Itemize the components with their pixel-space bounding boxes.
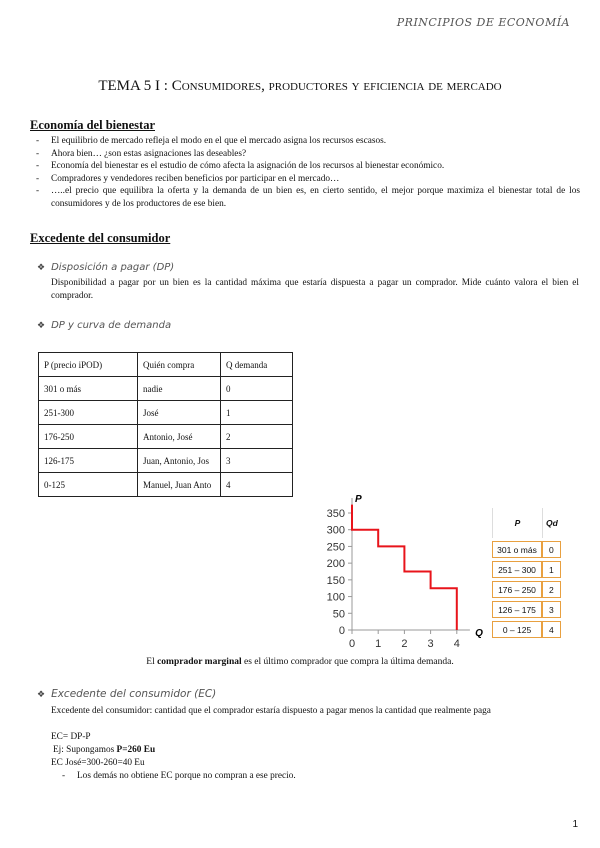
running-header: PRINCIPIOS DE ECONOMÍA <box>396 16 570 29</box>
table-header: Quién compra <box>138 353 221 377</box>
demand-schedule-table <box>492 505 561 641</box>
y-axis-label: P <box>355 494 362 505</box>
bullet-curve <box>37 320 171 331</box>
table-row <box>492 601 561 618</box>
bienestar-list <box>36 135 580 211</box>
y-tick-label: 350 <box>326 508 345 520</box>
x-tick-label: 0 <box>348 638 356 650</box>
y-tick-label: 0 <box>338 625 345 637</box>
example-line <box>53 744 581 757</box>
dp-table <box>38 352 293 497</box>
caption-bold: comprador marginal <box>157 657 242 667</box>
table-cell: 3 <box>221 449 293 473</box>
table-cell: Manuel, Juan Anto <box>138 473 221 497</box>
section-heading-bienestar: Economía del bienestar <box>30 118 155 132</box>
table-row <box>492 621 561 638</box>
bullet-label: Excedente del consumidor (EC) <box>51 688 217 700</box>
table-cell: 251 – 300 <box>492 561 542 578</box>
y-tick-label: 100 <box>326 591 345 604</box>
ec-paragraph: Excedente del consumidor: cantidad que el comprador estaría dispuesto a pagar menos la cantidad que realmente paga <box>51 706 491 716</box>
list-item: - Los demás no obtiene EC porque no compran a ese precio. <box>62 770 562 783</box>
y-tick-label: 200 <box>326 558 345 571</box>
table-header: Qd <box>542 508 561 538</box>
table-cell: 301 o más <box>492 541 542 558</box>
diamond-bullet-icon: ❖ <box>37 263 46 273</box>
demand-step-chart <box>300 490 490 650</box>
table-cell: nadie <box>138 377 221 401</box>
caption-marginal <box>0 657 600 667</box>
table-cell: 1 <box>542 561 561 578</box>
table-cell: 2 <box>542 581 561 598</box>
table-header: Q demanda <box>221 353 293 377</box>
table-cell: 0-125 <box>39 473 138 497</box>
table-row <box>39 425 293 449</box>
table-cell: 251-300 <box>39 401 138 425</box>
caption-text: El <box>146 657 158 667</box>
table-cell: 301 o más <box>39 377 138 401</box>
y-tick-label: 250 <box>326 541 345 554</box>
ec-jose: EC José=300-260=40 Eu <box>51 758 145 768</box>
table-cell: 4 <box>542 621 561 638</box>
table-cell: 126 – 175 <box>492 601 542 618</box>
table-cell: 0 <box>221 377 293 401</box>
table-header: P (precio iPOD) <box>39 353 138 377</box>
table-row <box>492 581 561 598</box>
diamond-bullet-icon: ❖ <box>37 690 46 700</box>
x-tick-label: 2 <box>401 638 408 650</box>
list-item: - Ahora bien… ¿son estas asignaciones las deseables? <box>36 148 580 161</box>
bullet-dp <box>37 262 174 273</box>
list-item: - Compradores y vendedores reciben beneficios por participar en el mercado… <box>36 173 580 186</box>
table-cell: Juan, Antonio, Jos <box>138 449 221 473</box>
x-tick-label: 4 <box>453 638 460 650</box>
example-bold: P=260 Eu <box>116 745 156 755</box>
table-row <box>492 541 561 558</box>
diamond-bullet-icon: ❖ <box>37 321 46 331</box>
x-tick-label: 3 <box>427 638 434 650</box>
ec-formula: EC= DP-P <box>51 732 91 742</box>
y-tick-label: 50 <box>332 608 345 621</box>
table-row <box>39 449 293 473</box>
ec-note-list <box>62 770 562 783</box>
table-cell: 0 – 125 <box>492 621 542 638</box>
table-row <box>39 473 293 497</box>
y-tick-label: 300 <box>326 524 345 537</box>
table-header: P <box>492 508 542 538</box>
table-row <box>39 377 293 401</box>
table-cell: José <box>138 401 221 425</box>
table-cell: 126-175 <box>39 449 138 473</box>
demand-step-line <box>352 505 457 630</box>
table-row <box>492 561 561 578</box>
caption-text: es el último comprador que compra la última demanda. <box>241 657 454 667</box>
y-tick-label: 150 <box>326 574 345 587</box>
table-cell: 176-250 <box>39 425 138 449</box>
list-item: - Economía del bienestar es el estudio de cómo afecta la asignación de los recursos al bienestar económico. <box>36 160 580 173</box>
table-cell: Antonio, José <box>138 425 221 449</box>
list-item: - El equilibrio de mercado refleja el modo en el que el mercado asigna los recursos escasos. <box>36 135 580 148</box>
x-axis-label: Q <box>475 628 483 639</box>
x-tick-label: 1 <box>375 638 382 650</box>
table-cell: 3 <box>542 601 561 618</box>
table-cell: 4 <box>221 473 293 497</box>
bullet-ec <box>37 688 216 700</box>
table-cell: 1 <box>221 401 293 425</box>
dp-paragraph: Disponibilidad a pagar por un bien es la cantidad máxima que estaría dispuesta a pagar un comprador. Mide cuánto valora el bien el comprador. <box>51 278 579 301</box>
page-title: TEMA 5 I : Consumidores, productores y eficiencia de mercado <box>98 78 502 94</box>
page-number: 1 <box>572 819 578 830</box>
table-row <box>39 401 293 425</box>
example-text: Ej: Supongamos <box>53 745 117 755</box>
table-cell: 2 <box>221 425 293 449</box>
bullet-label: DP y curva de demanda <box>51 320 172 331</box>
table-cell: 0 <box>542 541 561 558</box>
section-heading-excedente: Excedente del consumidor <box>30 231 171 245</box>
list-item: - …..el precio que equilibra la oferta y la demanda de un bien es, en cierto sentido, el mejor porque maximiza el bienestar total de los consumidores y de los productores de ese bien. <box>36 185 580 210</box>
table-cell: 176 – 250 <box>492 581 542 598</box>
bullet-label: Disposición a pagar (DP) <box>51 262 175 273</box>
